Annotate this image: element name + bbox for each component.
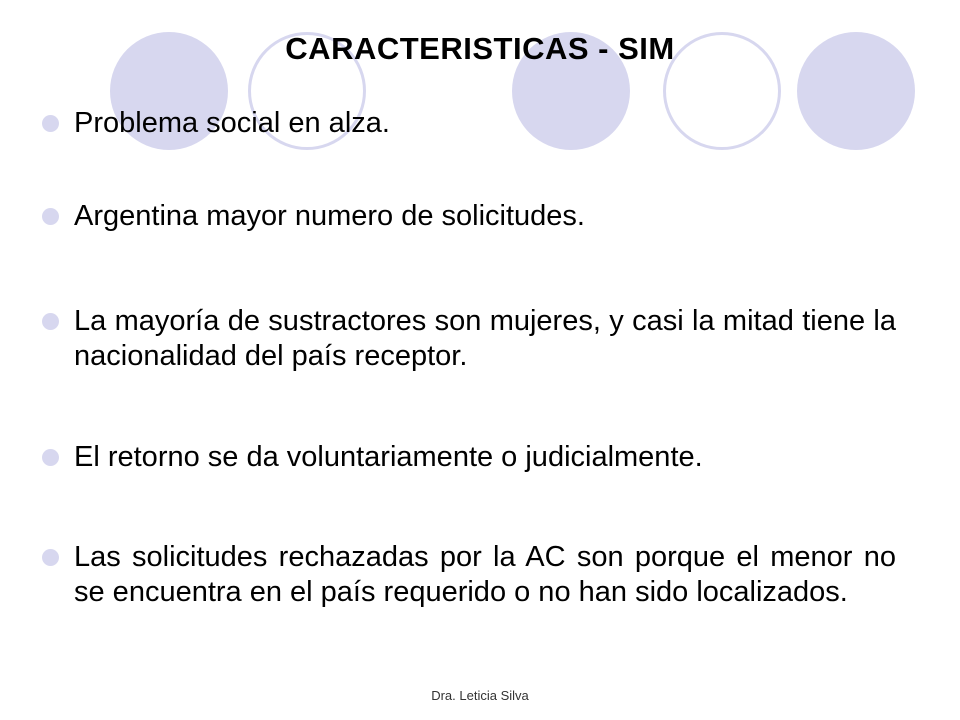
- bullet-text: Las solicitudes rechazadas por la AC son porque el menor no se encuentra en el país requerido o no han sido localizados.: [74, 541, 896, 608]
- bullet-text: Argentina mayor numero de solicitudes.: [74, 200, 585, 232]
- slide-footer: Dra. Leticia Silva: [431, 688, 529, 703]
- bullet-icon: [42, 549, 59, 566]
- bullet-item: [42, 440, 902, 475]
- bullet-text: Problema social en alza.: [74, 107, 390, 139]
- bullet-icon: [42, 449, 59, 466]
- bullet-item: [42, 540, 902, 610]
- bullet-item: [42, 199, 902, 234]
- bullet-icon: [42, 313, 59, 330]
- bullet-text: La mayoría de sustractores son mujeres, y casi la mitad tiene la nacionalidad del país receptor.: [74, 305, 896, 372]
- bullet-text: El retorno se da voluntariamente o judicialmente.: [74, 441, 703, 473]
- bullet-icon: [42, 208, 59, 225]
- bullet-item: [42, 106, 902, 141]
- bullet-item: [42, 304, 902, 374]
- slide-title: CARACTERISTICAS - SIM: [285, 31, 675, 66]
- bullet-icon: [42, 115, 59, 132]
